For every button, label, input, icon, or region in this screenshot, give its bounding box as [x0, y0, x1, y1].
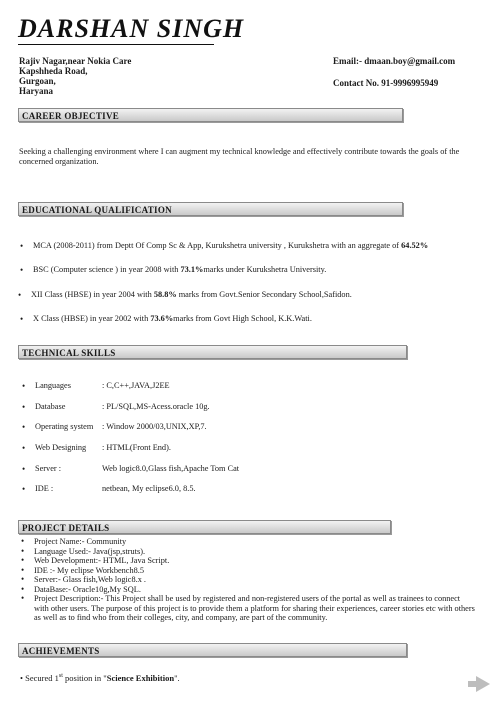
list-item: • XII Class (HBSE) in year 2004 with 58.8% marks from Govt.Senior Secondary School,Safidon.: [18, 289, 352, 300]
bullet-icon: •: [21, 574, 25, 584]
list-item: • IDE : netbean, My eclipse6.0, 8.5.: [22, 484, 196, 495]
career-objective-header: CAREER OBJECTIVE: [18, 108, 403, 122]
career-objective-text: Seeking a challenging environment where I can augment my technical knowledge and effectively contribute towards the goals of the concerned organization.: [19, 147, 460, 166]
address-line: Kapshheda Road,: [19, 66, 88, 76]
project-list: [21, 536, 476, 623]
bullet-icon: •: [22, 422, 26, 433]
email-text[interactable]: Email:- dmaan.boy@gmail.com: [333, 56, 456, 66]
bullet-icon: •: [21, 536, 25, 546]
list-item: • Web Development:- HTML, Java Script.: [21, 555, 170, 565]
address-block: [19, 56, 131, 96]
address-line: Gurgoan,: [19, 76, 56, 86]
bullet-icon: •: [22, 443, 26, 454]
project-details-header: PROJECT DETAILS: [18, 520, 391, 534]
name-underline: [18, 44, 214, 45]
list-item: • Web Designing : HTML(Front End).: [22, 443, 171, 454]
technical-skills-header: TECHNICAL SKILLS: [18, 345, 407, 359]
contact-block: [333, 56, 455, 88]
address-line: Haryana: [19, 86, 54, 96]
list-item: • MCA (2008-2011) from Deptt Of Comp Sc & App, Kurukshetra university , Kurukshetra with an aggregate of 64.52%: [20, 241, 429, 251]
bullet-icon: •: [21, 545, 25, 556]
list-item: • IDE :- My eclipse Workbench8.5: [21, 564, 145, 575]
list-item: • DataBase:- Oracle10g,My SQL.: [21, 583, 141, 594]
next-arrow-icon[interactable]: [476, 676, 490, 692]
bullet-icon: •: [22, 463, 26, 474]
bullet-icon: •: [18, 289, 22, 300]
list-item: • Languages : C,C++,JAVA,J2EE: [22, 381, 170, 391]
address-line: Rajiv Nagar,near Nokia Care: [19, 56, 132, 66]
bullet-icon: •: [22, 484, 26, 495]
list-item: • Operating system : Window 2000/03,UNIX,XP,7.: [22, 422, 207, 433]
bullet-icon: •: [20, 672, 23, 683]
list-item: • Database : PL/SQL,MS-Acess.oracle 10g.: [22, 401, 210, 412]
bullet-icon: •: [20, 265, 24, 276]
list-item: • BSC (Computer science ) in year 2008 with 73.1%marks under Kurukshetra University.: [20, 265, 327, 276]
list-item: • Project Description:- This Project shall be used by registered and non-registered users of the portal as well as trainees to connect with other users. The purpose of this project is to provide them a platform for sharing their experiences, career stories etc with others as well as to find who from their colleges, city, and company, are part of the community.: [21, 593, 475, 622]
list-item: • Server : Web logic8.0,Glass fish,Apache Tom Cat: [22, 463, 240, 474]
bullet-icon: •: [21, 564, 25, 575]
list-item: • Language Used:- Java(jsp,struts).: [21, 545, 146, 556]
bullet-icon: •: [22, 401, 26, 412]
bullet-icon: •: [21, 555, 25, 565]
list-item: • X Class (HBSE) in year 2002 with 73.6%marks from Govt High School, K.K.Wati.: [20, 313, 312, 324]
bullet-icon: •: [21, 583, 25, 594]
bullet-icon: •: [20, 313, 24, 324]
achievements-header: ACHIEVEMENTS: [18, 643, 407, 657]
list-item: • Server:- Glass fish,Web logic8.x .: [21, 574, 147, 584]
skills-list: [22, 381, 240, 505]
achievement-item: • Secured 1st position in "Science Exhibition".: [20, 672, 180, 683]
education-header: EDUCATIONAL QUALIFICATION: [18, 202, 403, 216]
phone-text: Contact No. 91-9996995949: [333, 78, 439, 88]
list-item: • Project Name:- Community: [21, 536, 127, 546]
bullet-icon: •: [21, 593, 25, 603]
education-list: [18, 241, 429, 338]
bullet-icon: •: [20, 241, 24, 251]
candidate-name: DARSHAN SINGH: [18, 14, 245, 43]
bullet-icon: •: [22, 381, 26, 391]
